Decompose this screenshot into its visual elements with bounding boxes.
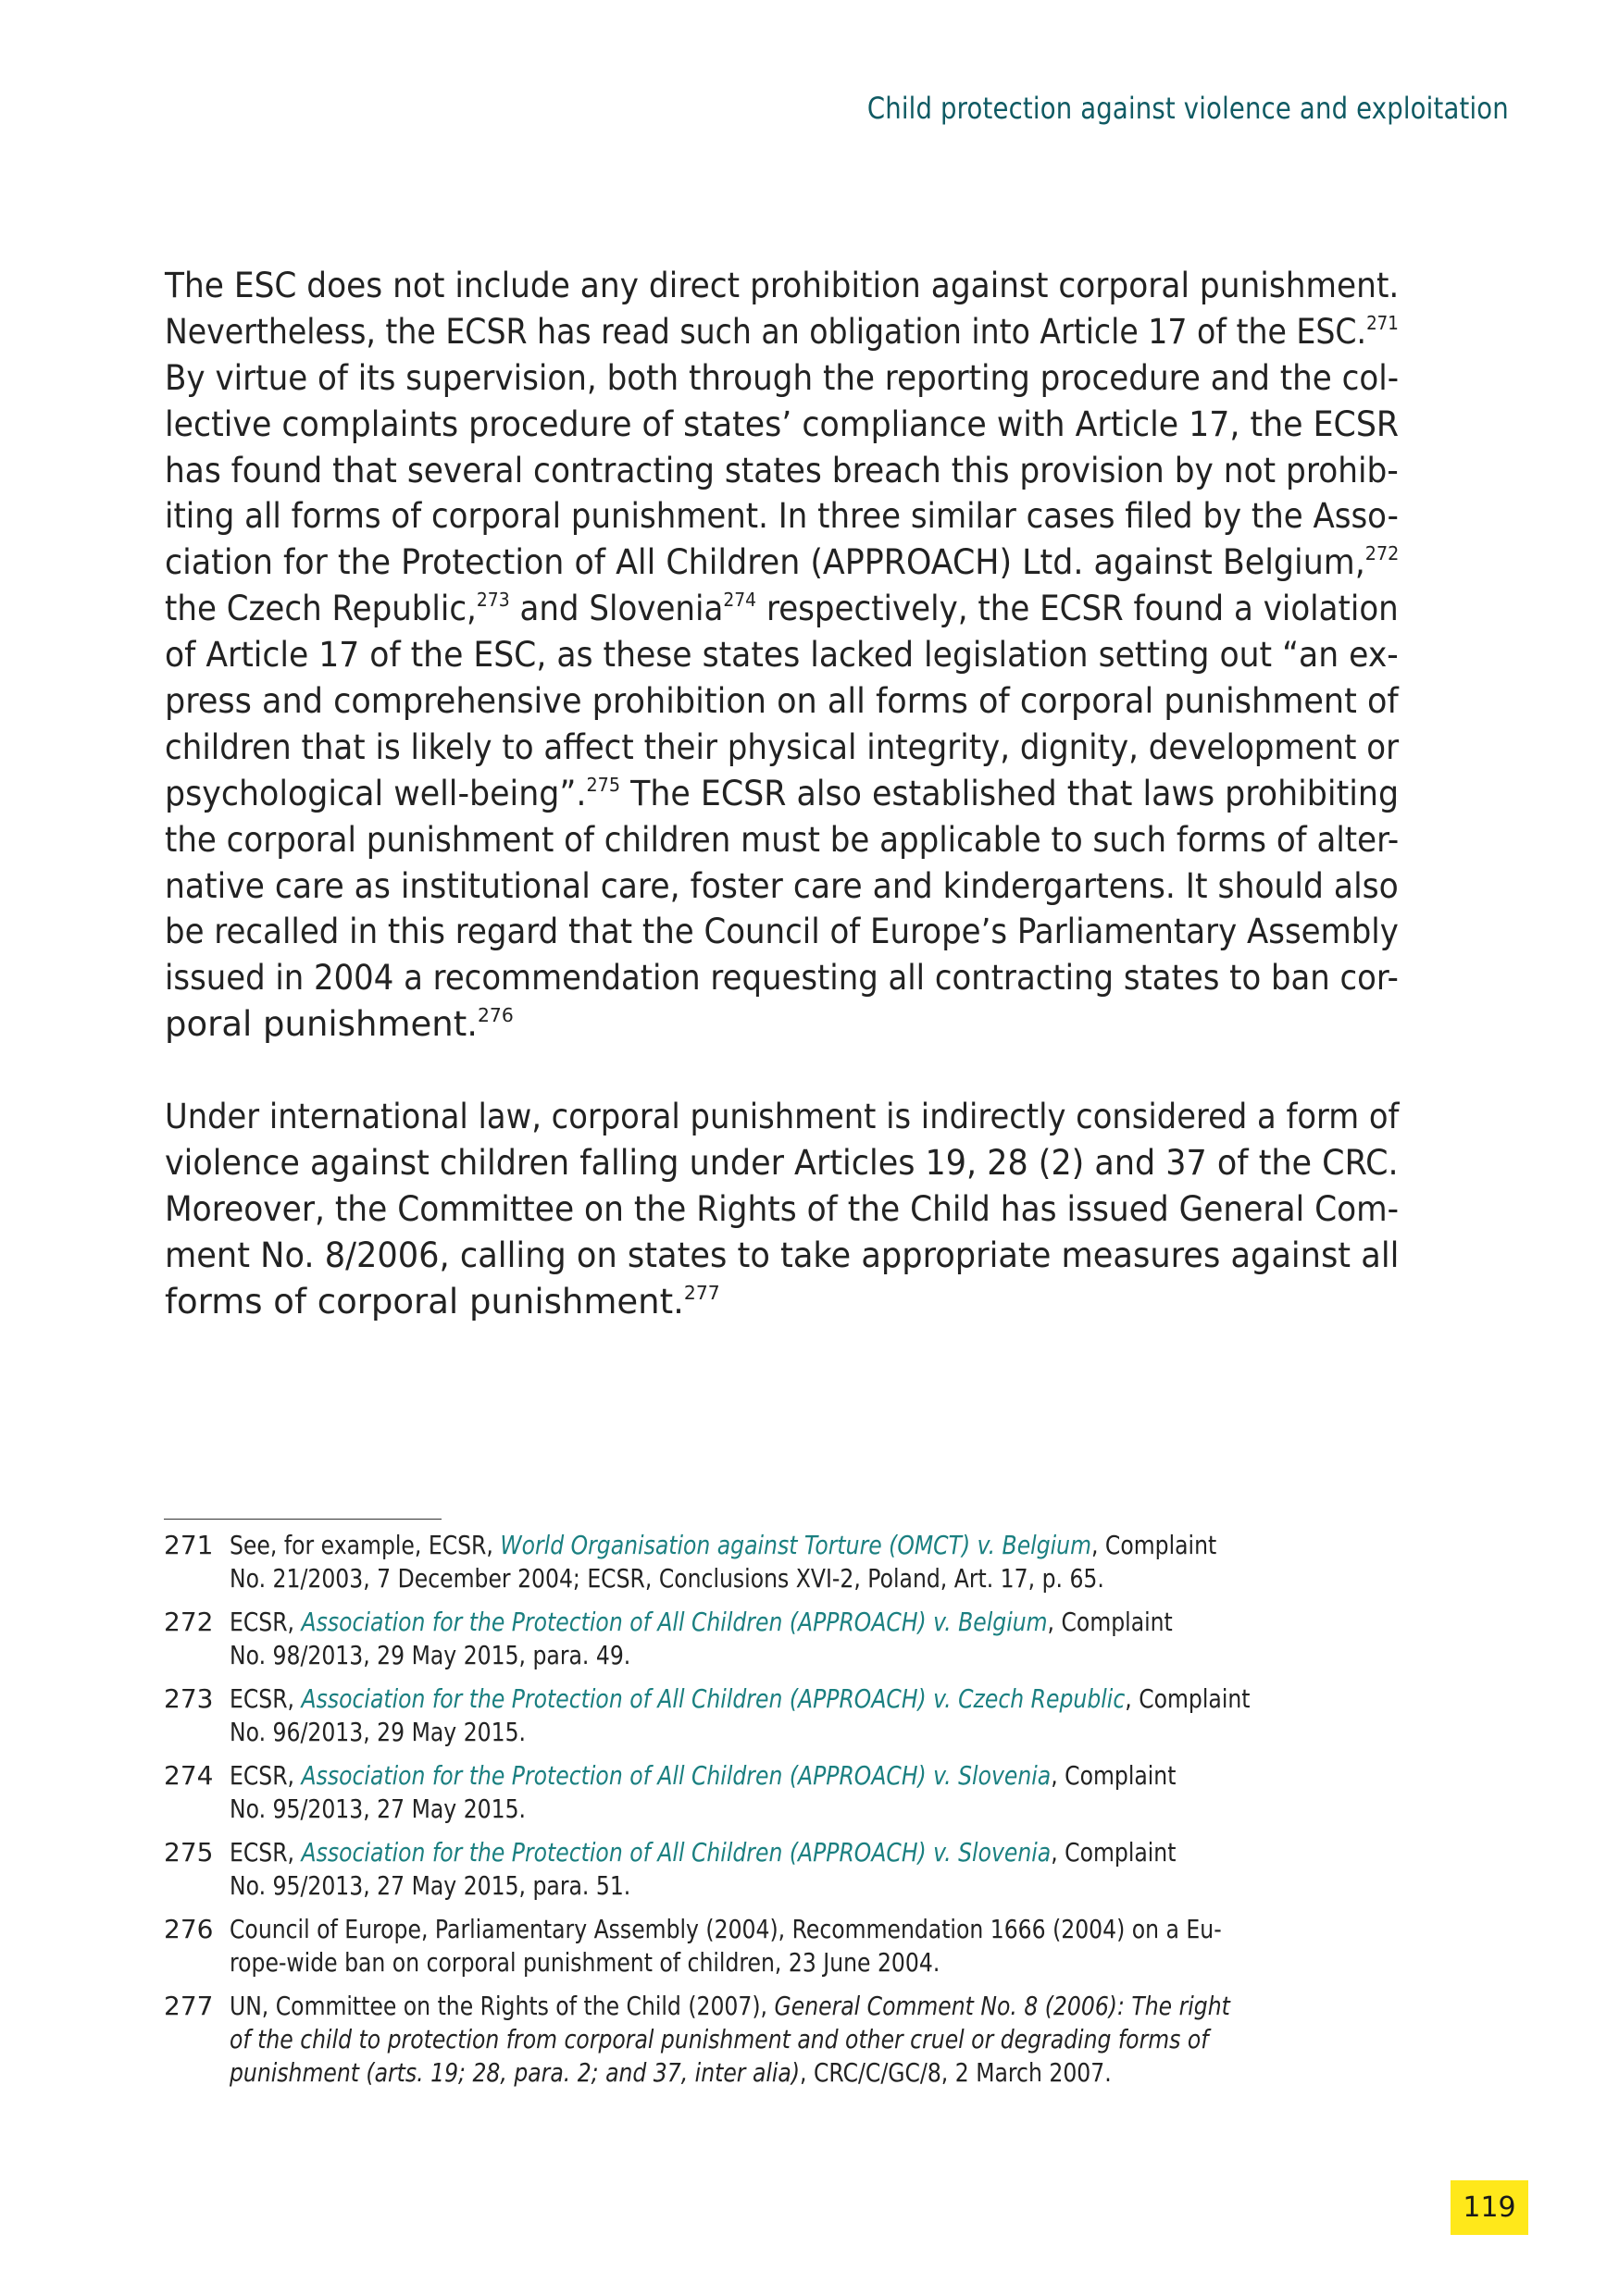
text-run: By virtue of its supervision, both through the reporting procedure and the col- xyxy=(165,357,1400,398)
text-run: , CRC/C/GC/8, 2 March 2007. xyxy=(800,2057,1112,2088)
footnote xyxy=(164,1606,1404,1672)
text-run: Nevertheless, the ECSR has read such an obligation into Article 17 of the ESC. xyxy=(165,311,1367,352)
footnote-separator xyxy=(164,1519,442,1520)
footnote-line xyxy=(230,1869,1404,1903)
text-run: No. 21/2003, 7 December 2004; ECSR, Conclusions XVI-2, Poland, Art. 17, p. 65. xyxy=(230,1563,1104,1594)
paragraph-gap xyxy=(165,1048,1399,1094)
footnote-line xyxy=(230,1990,1404,2023)
text-run: General Comment No. 8 (2006): The right xyxy=(774,1991,1230,2021)
text-line xyxy=(165,355,1399,402)
text-line xyxy=(165,402,1399,448)
text-run: rope-wide ban on corporal punishment of children, 23 June 2004. xyxy=(230,1947,940,1978)
text-line xyxy=(165,725,1399,771)
text-run: psychological well-being”. xyxy=(165,773,587,813)
text-run: No. 96/2013, 29 May 2015. xyxy=(230,1717,527,1747)
text-run: ciation for the Protection of All Children (APPROACH) Ltd. against Belgium, xyxy=(165,542,1365,583)
text-line xyxy=(165,493,1399,540)
text-run: has found that several contracting states breach this provision by not prohib- xyxy=(165,450,1399,490)
paragraph xyxy=(165,1094,1399,1324)
footnote-reference[interactable]: 275 xyxy=(586,773,621,796)
footnote-number: 277 xyxy=(164,1991,214,2021)
footnote-line xyxy=(230,1639,1404,1672)
text-run: No. 98/2013, 29 May 2015, para. 49. xyxy=(230,1640,631,1670)
text-run: ECSR, xyxy=(230,1837,302,1868)
footnote-reference[interactable]: 273 xyxy=(476,588,510,611)
paragraph xyxy=(165,263,1399,1048)
text-run: respectively, the ECSR found a violation xyxy=(756,589,1399,629)
text-run: forms of corporal punishment. xyxy=(165,1281,684,1322)
text-run: of the child to protection from corporal punishment and other cruel or degrading forms of xyxy=(230,2024,1209,2054)
footnote-reference[interactable]: 274 xyxy=(723,588,757,611)
text-line xyxy=(165,909,1399,955)
text-run: issued in 2004 a recommendation requesting all contracting states to ban cor- xyxy=(165,958,1399,999)
text-run: ment No. 8/2006, calling on states to take appropriate measures against all xyxy=(165,1235,1400,1275)
text-run: children that is likely to affect their physical integrity, dignity, development or xyxy=(165,726,1400,767)
footnote-number: 272 xyxy=(164,1607,214,1637)
text-run: ECSR, xyxy=(230,1607,302,1637)
text-run: Moreover, the Committee on the Rights of the Child has issued General Com- xyxy=(165,1188,1400,1229)
footnote-line xyxy=(230,1759,1404,1793)
text-run: Council of Europe, Parliamentary Assembly (2004), Recommendation 1666 (2004) on a Eu- xyxy=(230,1914,1222,1944)
text-line xyxy=(165,263,1399,309)
text-line xyxy=(165,1279,1399,1325)
text-run: be recalled in this regard that the Council of Europe’s Parliamentary Assembly xyxy=(165,912,1399,952)
text-run: See, for example, ECSR, xyxy=(230,1530,501,1560)
text-run: UN, Committee on the Rights of the Child (2007), xyxy=(230,1991,775,2021)
footnote-number: 271 xyxy=(164,1530,214,1560)
text-line xyxy=(165,448,1399,494)
text-line xyxy=(165,817,1399,863)
footnote xyxy=(164,1913,1404,1980)
text-run: poral punishment. xyxy=(165,1004,478,1045)
text-run: the corporal punishment of children must be applicable to such forms of alter- xyxy=(165,819,1400,860)
case-link[interactable]: Association for the Protection of All Children (APPROACH) v. Slovenia xyxy=(301,1837,1052,1868)
footnote-reference[interactable]: 276 xyxy=(477,1004,514,1026)
text-line xyxy=(165,1186,1399,1233)
text-run: , Complaint xyxy=(1051,1837,1177,1868)
text-run: and Slovenia xyxy=(509,589,724,629)
text-line xyxy=(165,1001,1399,1048)
footnote-reference[interactable]: 272 xyxy=(1364,542,1400,565)
text-line xyxy=(165,955,1399,1001)
footnote-line xyxy=(230,1793,1404,1826)
text-run: lective complaints procedure of states’ compliance with Article 17, the ECSR xyxy=(165,403,1400,444)
footnote-line xyxy=(230,1529,1404,1562)
text-run: ECSR, xyxy=(230,1683,302,1714)
footnote-line xyxy=(230,2056,1404,2090)
case-link[interactable]: Association for the Protection of All Children (APPROACH) v. Slovenia xyxy=(301,1760,1052,1791)
footnote-reference[interactable]: 277 xyxy=(683,1281,720,1304)
running-header: Child protection against violence and exploitation xyxy=(866,91,1509,126)
text-line xyxy=(165,863,1399,910)
case-link[interactable]: World Organisation against Torture (OMCT) v. Belgium xyxy=(500,1530,1091,1560)
footnote xyxy=(164,1836,1404,1903)
text-line xyxy=(165,1140,1399,1186)
footnote-line xyxy=(230,1682,1404,1716)
footnote-line xyxy=(230,1946,1404,1980)
text-line xyxy=(165,632,1399,678)
text-run: The ECSR also established that laws prohibiting xyxy=(620,773,1400,813)
text-line xyxy=(165,540,1399,586)
footnote-line xyxy=(230,1562,1404,1595)
footnote-number: 274 xyxy=(164,1760,214,1791)
text-run: No. 95/2013, 27 May 2015, para. 51. xyxy=(230,1870,631,1901)
footnote xyxy=(164,1682,1404,1749)
footnotes xyxy=(164,1529,1404,2100)
case-link[interactable]: Association for the Protection of All Children (APPROACH) v. Belgium xyxy=(301,1607,1048,1637)
footnote-line xyxy=(230,1836,1404,1869)
footnote xyxy=(164,1759,1404,1826)
text-run: No. 95/2013, 27 May 2015. xyxy=(230,1793,527,1824)
text-run: punishment (arts. 19; 28, para. 2; and 37, inter alia) xyxy=(230,2057,801,2088)
text-run: The ESC does not include any direct prohibition against corporal punishment. xyxy=(165,266,1400,305)
text-line xyxy=(165,309,1399,355)
case-link[interactable]: Association for the Protection of All Children (APPROACH) v. Czech Republic xyxy=(301,1683,1126,1714)
text-run: the Czech Republic, xyxy=(165,589,477,629)
text-run: Under international law, corporal punishment is indirectly considered a form of xyxy=(165,1097,1400,1137)
footnote-number: 276 xyxy=(164,1914,214,1944)
text-line xyxy=(165,678,1399,725)
footnote-line xyxy=(230,1606,1404,1639)
text-run: , Complaint xyxy=(1090,1530,1217,1560)
text-line xyxy=(165,586,1399,632)
body-text xyxy=(165,263,1399,1324)
footnote xyxy=(164,1529,1404,1595)
text-run: press and comprehensive prohibition on all forms of corporal punishment of xyxy=(165,681,1399,722)
text-line xyxy=(165,771,1399,817)
footnote xyxy=(164,1990,1404,2090)
text-line xyxy=(165,1233,1399,1279)
footnote-number: 273 xyxy=(164,1683,214,1714)
text-run: of Article 17 of the ESC, as these states lacked legislation setting out “an ex- xyxy=(165,635,1399,676)
text-run: native care as institutional care, foster care and kindergartens. It should also xyxy=(165,865,1399,906)
footnote-line xyxy=(230,1913,1404,1946)
text-run: iting all forms of corporal punishment. In three similar cases filed by the Asso- xyxy=(165,496,1399,537)
text-run: , Complaint xyxy=(1051,1760,1177,1791)
footnote-reference[interactable]: 271 xyxy=(1366,311,1399,334)
footnote-line xyxy=(230,2023,1404,2056)
text-run: violence against children falling under Articles 19, 28 (2) and 37 of the CRC. xyxy=(165,1142,1399,1183)
text-line xyxy=(165,1094,1399,1140)
footnote-line xyxy=(230,1716,1404,1749)
footnote-number: 275 xyxy=(164,1837,214,1868)
text-run: ECSR, xyxy=(230,1760,302,1791)
text-run: , Complaint xyxy=(1125,1683,1251,1714)
text-run: , Complaint xyxy=(1047,1607,1173,1637)
page-number-badge: 119 xyxy=(1451,2180,1528,2235)
